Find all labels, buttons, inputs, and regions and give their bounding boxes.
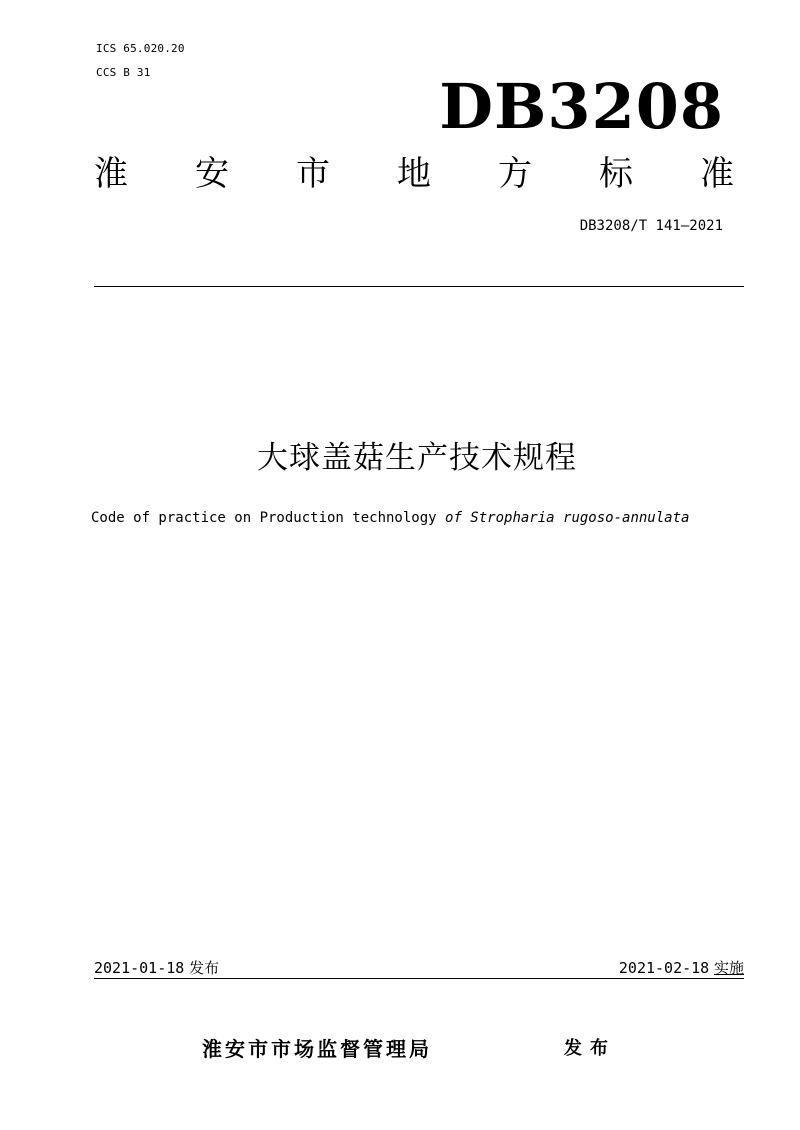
- issued-label: 发布: [564, 1038, 616, 1059]
- standard-number: DB3208/T 141—2021: [579, 218, 723, 234]
- standard-name-char: 淮: [94, 154, 128, 194]
- issuing-authority: 淮安市市场监督管理局: [202, 1037, 432, 1061]
- standard-name: [94, 152, 734, 196]
- implementation-date: [619, 958, 744, 978]
- header-divider: [94, 286, 744, 287]
- implementation-date-value: 2021-02-18: [618, 959, 710, 977]
- standard-code: DB3208: [439, 70, 724, 143]
- ics-code: ICS 65.020.20: [96, 42, 185, 55]
- subtitle-plain: Code of practice on Production technology: [91, 510, 446, 526]
- implementation-date-label: 实施: [713, 959, 744, 977]
- standard-name-char: 方: [498, 154, 532, 194]
- issue-date-value: 2021-01-18: [94, 959, 185, 977]
- document-subtitle: [91, 508, 689, 528]
- issue-date: [94, 958, 219, 978]
- document-title: 大球盖菇生产技术规程: [257, 440, 577, 476]
- standard-name-char: 安: [195, 154, 229, 194]
- standard-name-char: 市: [296, 154, 330, 194]
- standard-name-char: 地: [397, 154, 431, 194]
- ccs-code: CCS B 31: [96, 66, 151, 79]
- standard-name-char: 准: [700, 154, 734, 194]
- subtitle-italic: of Stropharia rugoso-annulata: [445, 510, 690, 526]
- issue-date-label: 发布: [189, 959, 220, 977]
- date-row: [94, 958, 744, 979]
- standard-name-char: 标: [599, 154, 633, 194]
